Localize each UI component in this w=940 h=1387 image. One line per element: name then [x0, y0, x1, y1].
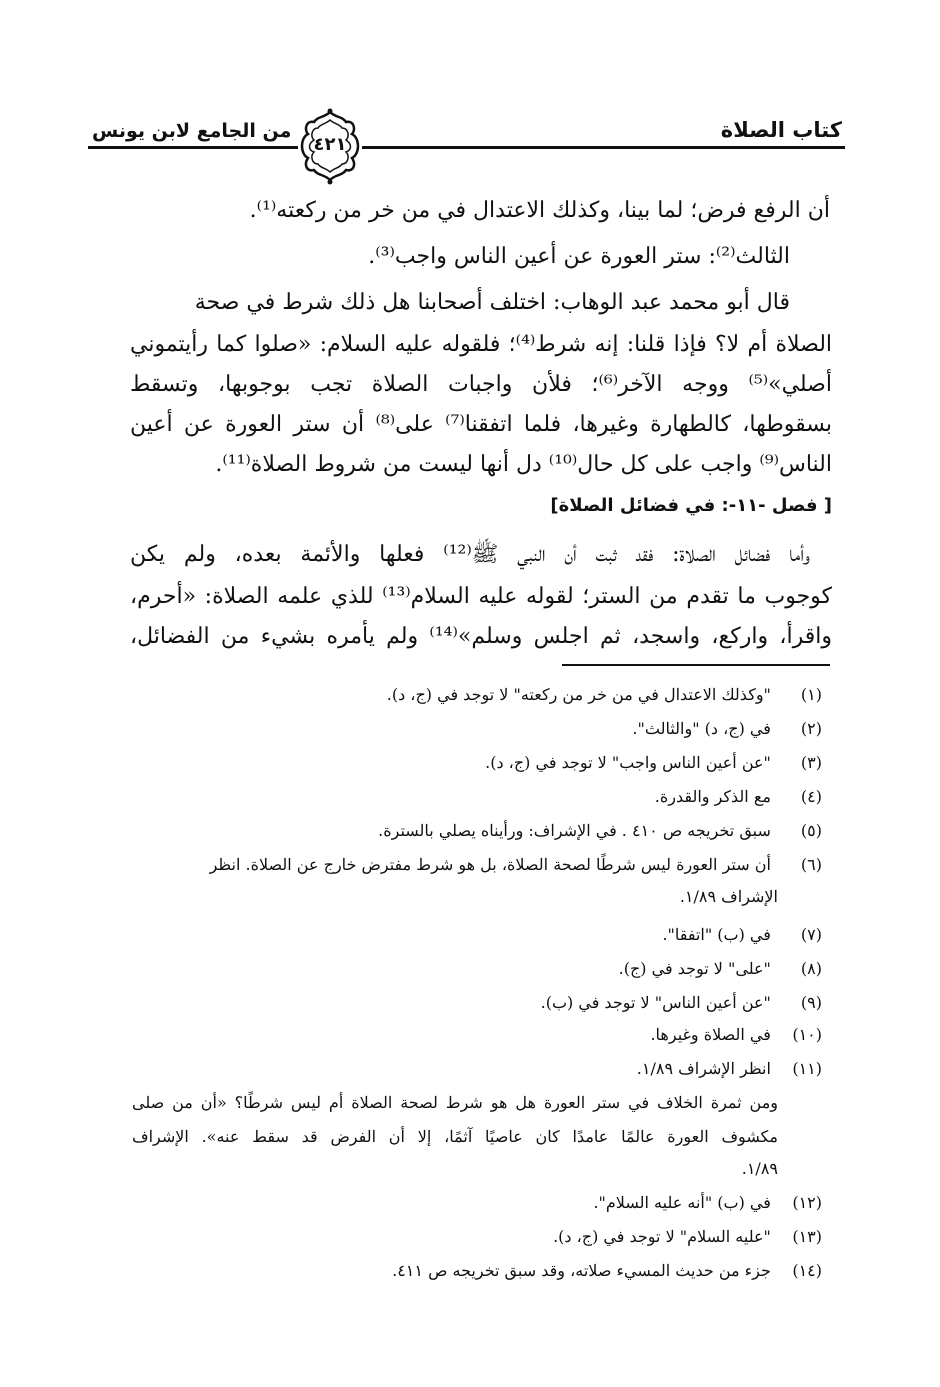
running-header-source: من الجامع لابن يونس [92, 120, 292, 142]
footnote-number: (٨) [800, 959, 822, 978]
footnote-text: "على" لا توجد في (ج). [618, 959, 771, 978]
footnote-separator [562, 664, 830, 666]
footnote-text: في (ب) "اتفقا". [662, 925, 771, 944]
footnote-5 [378, 820, 822, 842]
body2-line-1: وأما فضائل الصلاة: فقد ثبت أن النبي ﷺ⁽¹²⁾ فعلها والأئمة بعده، ولم يكن [130, 542, 810, 567]
footnote-text: في (ج، د) "والثالث". [632, 719, 771, 738]
footnote-text: جزء من حديث المسيء صلاته، وقد سبق تخريجه ص ٤١١. [392, 1261, 771, 1280]
footnote-11-continuation-3: ١/٨٩. [741, 1159, 778, 1178]
footnote-number: (١٣) [792, 1227, 822, 1246]
footnote-11 [637, 1058, 822, 1080]
body-line-6: بسقوطها، كالطهارة وغيرها، فلما اتفقنا⁽⁷⁾ على⁽⁸⁾ أن ستر العورة عن أعين [130, 412, 832, 437]
footnote-12 [593, 1192, 822, 1214]
footnote-text: "وكذلك الاعتدال في من خر من ركعته" لا توجد في (ج، د). [386, 685, 771, 704]
footnote-14 [392, 1260, 822, 1282]
footnote-6-continuation: الإشراف ١/٨٩. [679, 887, 778, 906]
footnote-text: في (ب) "أنه عليه السلام". [593, 1193, 771, 1212]
footnote-number: (١٤) [792, 1261, 822, 1280]
footnote-number: (٣) [800, 753, 822, 772]
footnote-text: أن ستر العورة ليس شرطًا لصحة الصلاة، بل هو شرط مفترض خارج عن الصلاة. انظر [209, 855, 771, 874]
footnote-text: سبق تخريجه ص ٤١٠ . في الإشراف: ورأيناه يصلي بالسترة. [378, 821, 771, 840]
header-rule-right [362, 146, 845, 149]
body2-line-2: كوجوب ما تقدم من الستر؛ لقوله عليه السلام⁽¹³⁾ للذي علمه الصلاة: «أحرم، [130, 584, 833, 609]
footnote-number: (٩) [800, 993, 822, 1012]
footnote-3 [485, 752, 822, 774]
footnote-text: في الصلاة وغيرها. [650, 1025, 771, 1044]
footnote-number: (٦) [800, 855, 822, 874]
header-rule-left [88, 146, 298, 149]
footnote-11-continuation-2: مكشوف العورة عالمًا عامدًا كان عاصيًا آثمًا، إلا أن الفرض قد سقط عنه». الإشراف [132, 1127, 778, 1146]
body-line-2: الثالث⁽²⁾: ستر العورة عن أعين الناس واجب⁽³⁾. [368, 244, 790, 269]
footnote-number: (٢) [800, 719, 822, 738]
footnote-7 [662, 924, 822, 946]
footnote-number: (١٢) [792, 1193, 822, 1212]
footnote-11-continuation-1: ومن ثمرة الخلاف في ستر العورة هل هو شرط لصحة الصلاة أم ليس شرطًا؟ «أن من صلى [132, 1093, 778, 1112]
body-line-5: أصلي»⁽⁵⁾ ووجه الآخر⁽⁶⁾؛ فلأن واجبات الصلاة تجب بوجوبها، وتسقط [130, 372, 832, 397]
body-line-3: قال أبو محمد عبد الوهاب: اختلف أصحابنا هل ذلك شرط في صحة [194, 290, 790, 315]
page-number: ٤٢١ [313, 134, 347, 155]
body-line-7: الناس⁽⁹⁾ واجب على كل حال⁽¹⁰⁾ دل أنها ليست من شروط الصلاة⁽¹¹⁾. [215, 452, 832, 477]
footnote-number: (١١) [792, 1059, 822, 1078]
footnote-text: "عليه السلام" لا توجد في (ج، د). [553, 1227, 771, 1246]
body2-line-3: واقرأ، واركع، واسجد، ثم اجلس وسلم»⁽¹⁴⁾ ولم يأمره بشيء من الفضائل، [130, 624, 832, 649]
footnote-number: (٥) [800, 821, 822, 840]
footnote-2 [632, 718, 822, 740]
footnote-number: (١٠) [792, 1025, 822, 1044]
footnote-13 [553, 1226, 822, 1248]
body-line-4: الصلاة أم لا؟ فإذا قلنا: إنه شرط⁽⁴⁾؛ فلقوله عليه السلام: «صلوا كما رأيتموني [130, 332, 833, 357]
footnote-8 [619, 958, 822, 980]
section-heading: [ فصل -١١-: في فضائل الصلاة] [550, 495, 832, 516]
footnote-10 [650, 1024, 822, 1046]
footnote-text: "عن أعين الناس واجب" لا توجد في (ج، د). [485, 753, 771, 772]
footnote-9 [541, 992, 822, 1014]
footnote-number: (٧) [800, 925, 822, 944]
footnote-1 [387, 684, 822, 706]
footnote-6 [210, 854, 822, 876]
footnote-text: انظر الإشراف ١/٨٩. [636, 1059, 771, 1078]
footnote-number: (٤) [800, 787, 822, 806]
footnote-number: (١) [800, 685, 822, 704]
footnote-text: "عن أعين الناس" لا توجد في (ب). [540, 993, 771, 1012]
running-header-book-title: كتاب الصلاة [720, 118, 842, 142]
body-line-1: أن الرفع فرض؛ لما بينا، وكذلك الاعتدال في من خر من ركعته⁽¹⁾. [249, 198, 830, 223]
footnote-text: مع الذكر والقدرة. [654, 787, 771, 806]
footnote-4 [655, 786, 822, 808]
